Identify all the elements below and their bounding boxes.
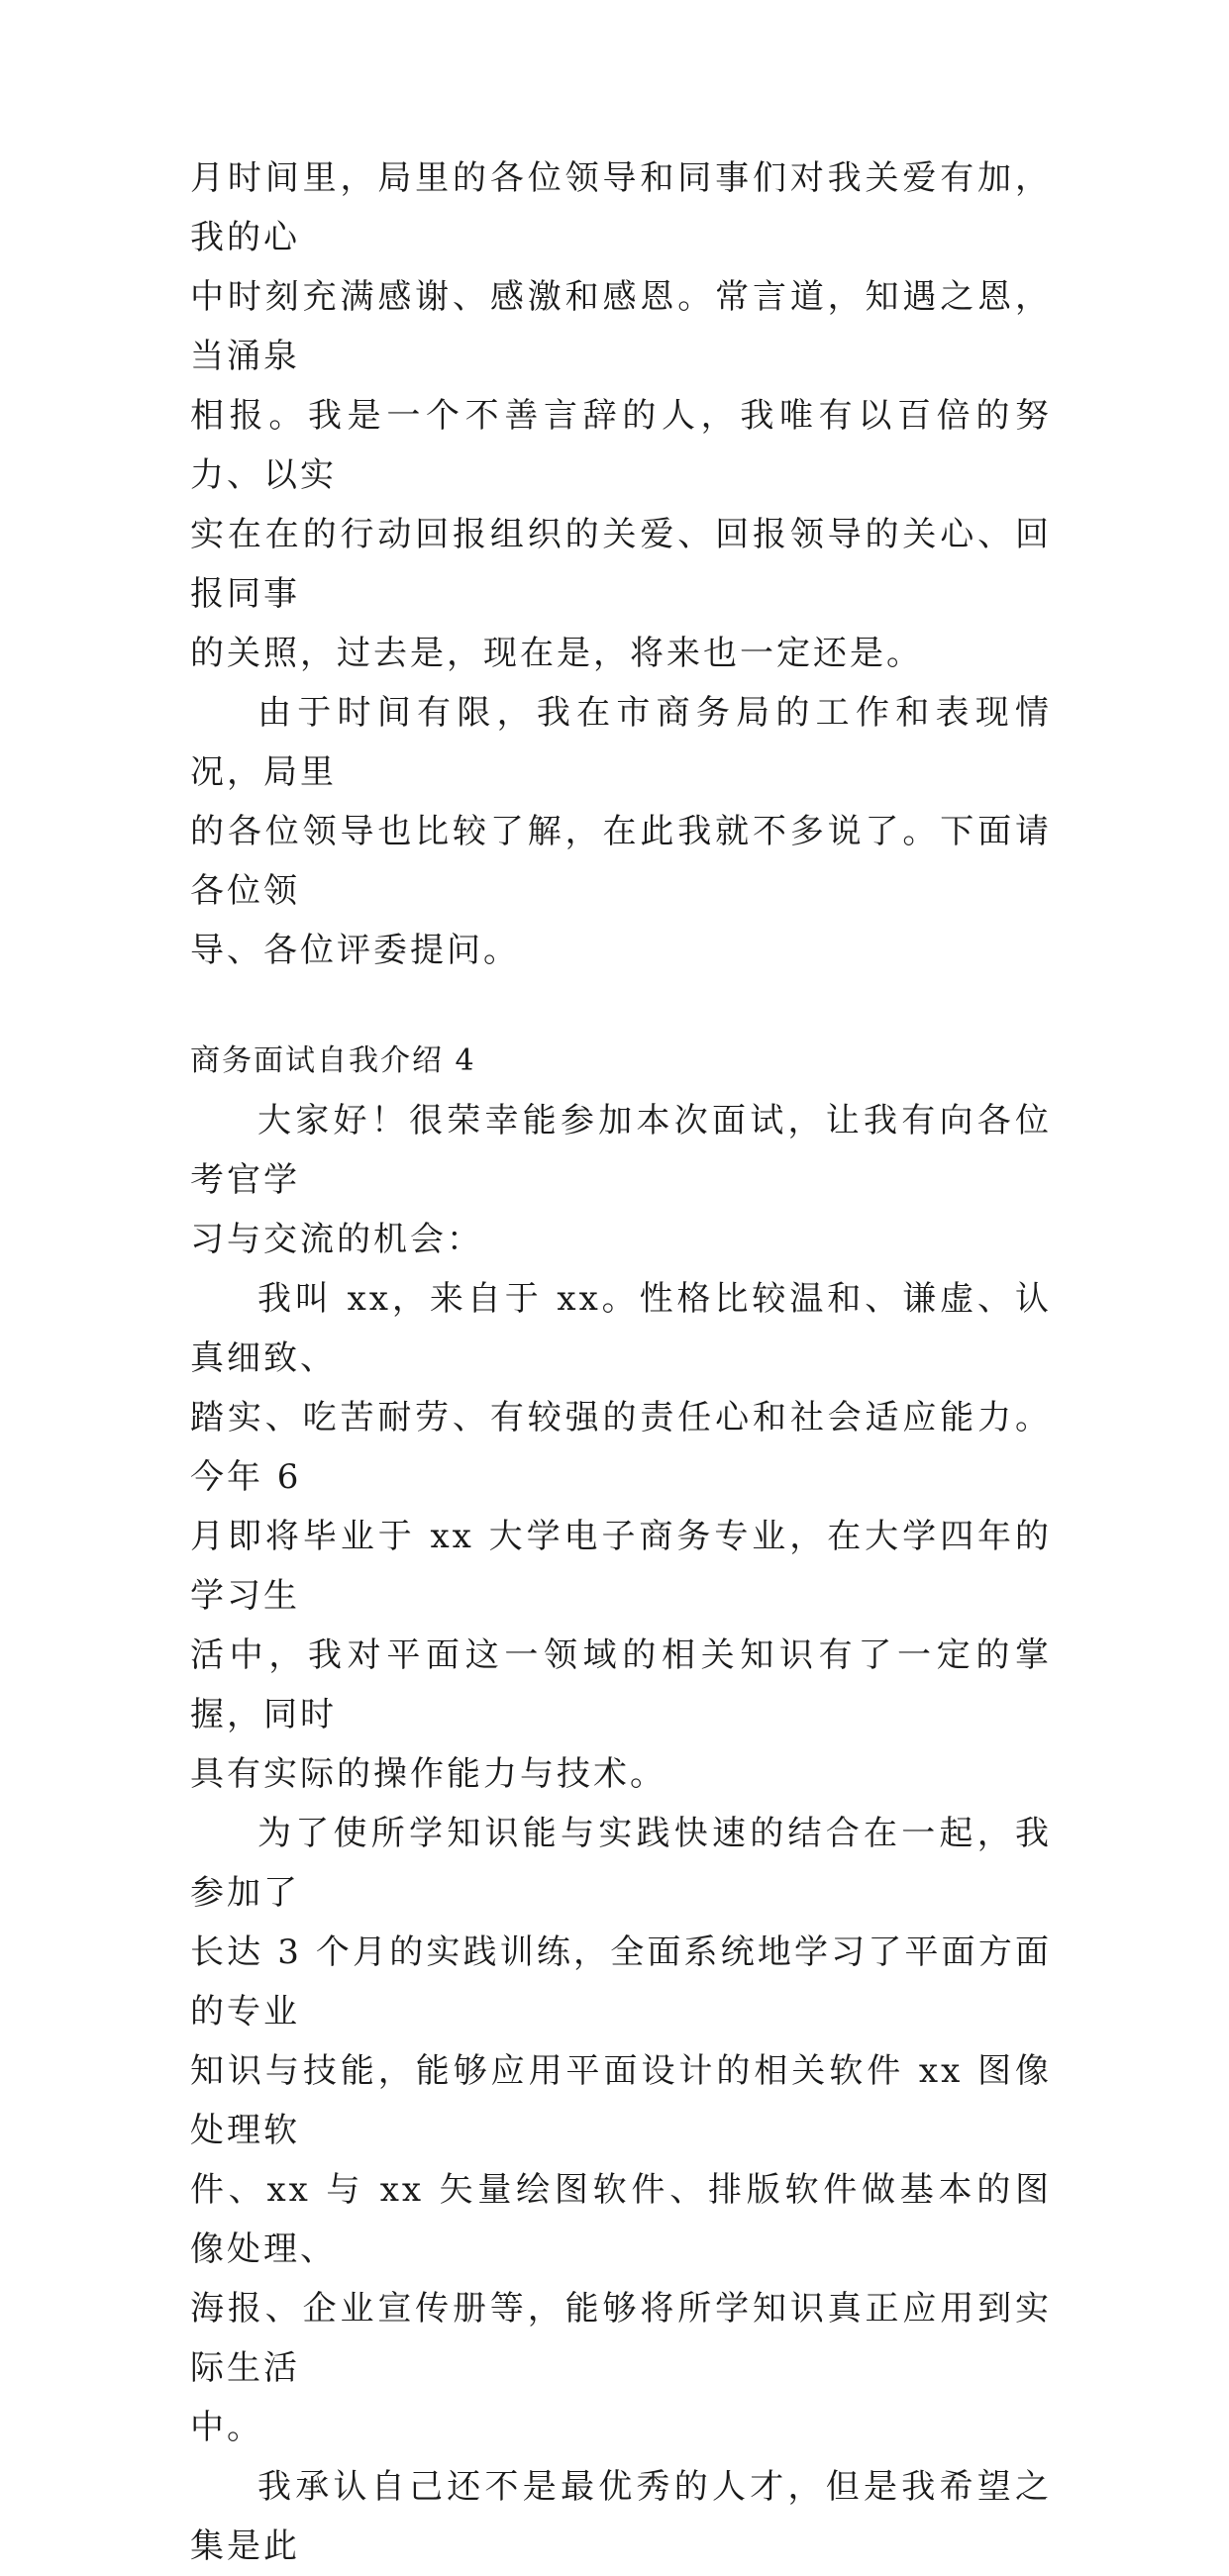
paragraph-continuation: 月时间里，局里的各位领导和同事们对我关爱有加，我的心 中时刻充满感谢、感激和感恩。常言道，知遇之恩，当涌泉 相报。我是一个不善言辞的人，我唯有以百倍的努力、以实 实在在的行动回报组织的关爱、回报领导的关心、回报同事 的关照，过去是，现在是，将来也一定还是。 [190,158,1052,673]
paragraph-conclusion: 我承认自己还不是最优秀的人才，但是我希望之集是此 [190,2467,1052,2566]
paragraph-self-intro: 我叫 xx，来自于 xx。性格比较温和、谦虚、认真细致、 踏实、吃苦耐劳、有较强的责任心和社会适应能力。今年 6 月即将毕业于 xx 大学电子商务专业，在大学四年的学习生 活中，我对平面这一领域的相关知识有了一定的掌握，同时 具有实际的操作能力与技术。 [190,1279,1052,1794]
paragraph-training: 为了使所学知识能与实践快速的结合在一起，我参加了 长达 3 个月的实践训练，全面系统地学习了平面方面的专业 知识与技能，能够应用平面设计的相关软件 xx 图像处理软 件、xx 与 xx 矢量绘图软件、排版软件做基本的图像处理、 海报、企业宣传册等，能够将所学知识真正应用到实际生活 中。 [190,1814,1052,2447]
document-page [190,149,1052,2576]
section-heading: 商务面试自我介绍 4 [190,1043,476,1078]
paragraph-greeting: 大家好！很荣幸能参加本次面试，让我有向各位考官学 习与交流的机会： [190,1101,1052,1259]
paragraph-closing: 由于时间有限，我在市商务局的工作和表现情况，局里 的各位领导也比较了解，在此我就不多说了。下面请各位领 导、各位评委提问。 [190,693,1052,970]
